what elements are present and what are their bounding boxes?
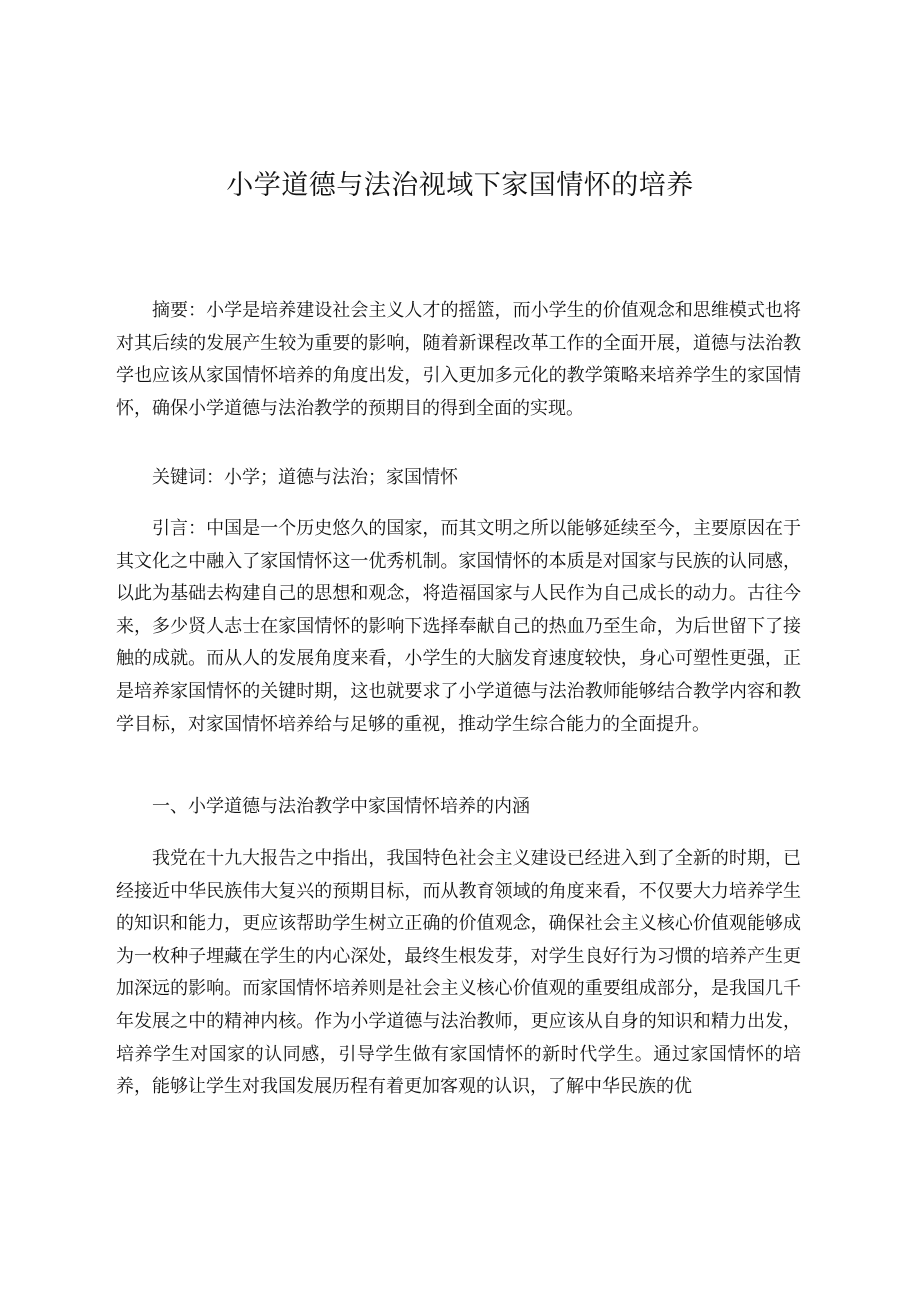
document-title: 小学道德与法治视域下家国情怀的培养 — [226, 170, 694, 201]
section-heading: 一、小学道德与法治教学中家国情怀培养的内涵 — [152, 796, 530, 817]
introduction-paragraph: 引言：中国是一个历史悠久的国家，而其文明之所以能够延续至今，主要原因在于其文化之中融入了家国情怀这一优秀机制。家国情怀的本质是对国家与民族的认同感，以此为基础去构建自己的思想和观念，将造福国家与人民作为自己成长的动力。古往今来，多少贤人志士在家国情怀的影响下选择奉献自己的热血乃至生命，为后世留下了接触的成就。而从人的发展角度来看，小学生的大脑发育速度较快，身心可塑性更强，正是培养家国情怀的关键时期，这也就要求了小学道德与法治教师能够结合教学内容和教学目标，对家国情怀培养给与足够的重视，推动学生综合能力的全面提升。 — [116, 518, 801, 735]
section-paragraph: 我党在十九大报告之中指出，我国特色社会主义建设已经进入到了全新的时期，已经接近中华民族伟大复兴的预期目标，而从教育领域的角度来看，不仅要大力培养学生的知识和能力，更应该帮助学生树立正确的价值观念，确保社会主义核心价值观能够成为一枚种子埋藏在学生的内心深处，最终生根发芽，对学生良好行为习惯的培养产生更加深远的影响。而家国情怀培养则是社会主义核心价值观的重要组成部分，是我国几千年发展之中的精神内核。作为小学道德与法治教师，更应该从自身的知识和精力出发，培养学生对国家的认同感，引导学生做有家国情怀的新时代学生。通过家国情怀的培养，能够让学生对我国发展历程有着更加客观的认识，了解中华民族的优 — [116, 848, 801, 1098]
abstract-paragraph: 摘要：小学是培养建设社会主义人才的摇篮，而小学生的价值观念和思维模式也将对其后续的发展产生较为重要的影响，随着新课程改革工作的全面开展，道德与法治教学也应该从家国情怀培养的角度出发，引入更加多元化的教学策略来培养学生的家国情怀，确保小学道德与法治教学的预期目的得到全面的实现。 — [116, 300, 801, 419]
keywords-paragraph: 关键词：小学；道德与法治；家国情怀 — [152, 467, 458, 488]
